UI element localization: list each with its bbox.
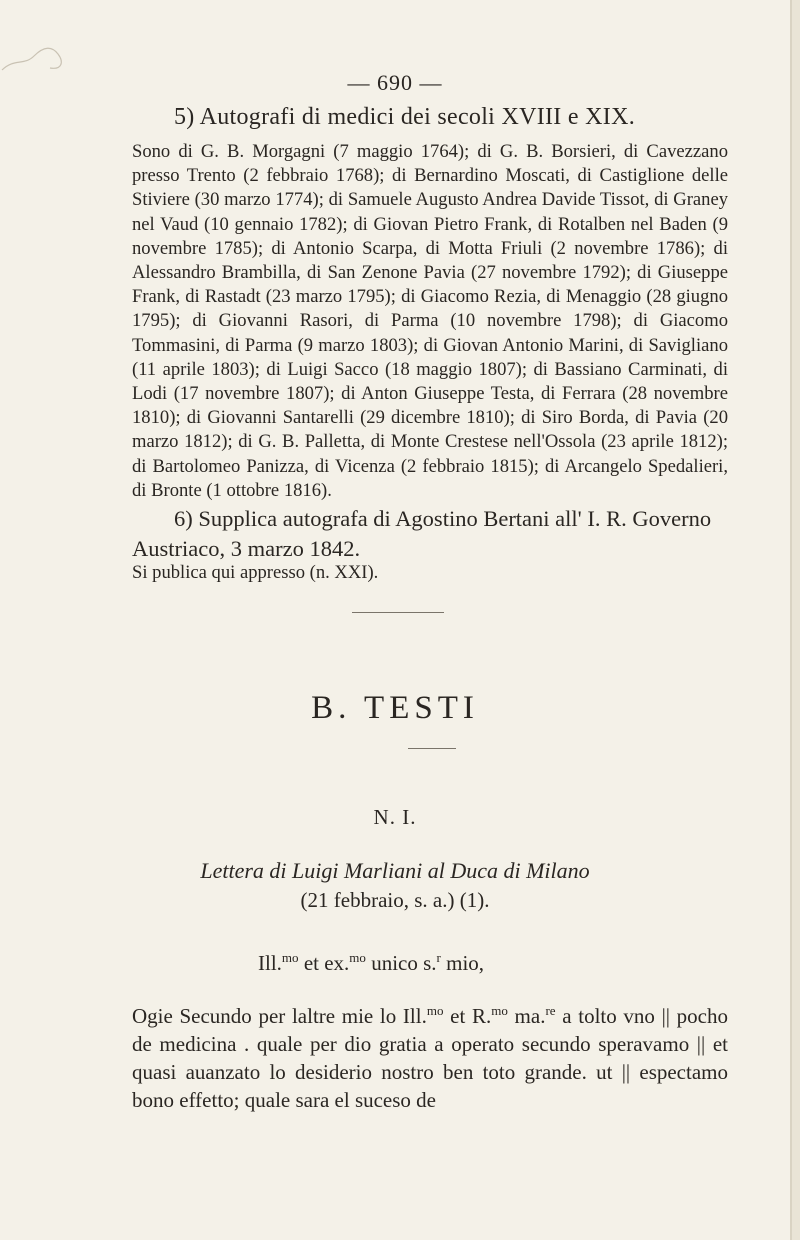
salutation-part: et ex. <box>298 951 350 975</box>
letter-part: a tolto vno || pocho de medicina . quale per dio gratia a operato secundo speravamo || et quasi auanzato lo desiderio nostro ben toto grande. ut || espectamo bono effetto; quale sara el suceso de <box>132 1004 728 1112</box>
item-5-heading: 5) Autografi di medici dei secoli XVIII e XIX. <box>174 104 635 130</box>
item-5-body: Sono di G. B. Morgagni (7 maggio 1764); di G. B. Borsieri, di Cavezzano presso Trento (2 febbraio 1768); di Bernardino Moscati, di Castiglione delle Stiviere (30 marzo 1774); di Samuele Augusto Andrea Davide Tissot, di Graney nel Vaud (10 gennaio 1782); di Giovan Pietro Frank, di Rotalben nel Baden (9 novembre 1785); di Antonio Scarpa, di Motta Friuli (2 novembre 1786); di Alessandro Brambilla, di San Zenone Pavia (27 novembre 1792); di Giuseppe Frank, di Rastadt (23 marzo 1795); di Giacomo Rezia, di Menaggio (28 giugno 1795); di Giovanni Rasori, di Parma (10 novembre 1798); di Giacomo Tommasini, di Parma (9 marzo 1803); di Giovan Antonio Marini, di Savigliano (11 aprile 1803); di Luigi Sacco (18 maggio 1807); di Bassiano Carminati, di Lodi (17 novembre 1807); di Anton Giuseppe Testa, di Ferrara (28 novembre 1810); di Giovanni Santarelli (29 dicembre 1810); di Siro Borda, di Pavia (20 marzo 1812); di G. B. Palletta, di Monte Crestese nell'Ossola (23 aprile 1812); di Bartolomeo Panizza, di Vicenza (2 febbraio 1815); di Arcangelo Spedalieri, di Bronte (1 ottobre 1816). <box>132 141 728 501</box>
salutation-sup: r <box>436 950 441 965</box>
letter-part: Ogie Secundo per laltre mie lo Ill. <box>132 1004 427 1028</box>
letter-part: ma. <box>507 1004 546 1028</box>
salutation-sup: mo <box>349 950 366 965</box>
document-title: Lettera di Luigi Marliani al Duca di Milano <box>200 858 590 883</box>
section-rule <box>408 748 456 749</box>
salutation-part: mio, <box>440 951 485 975</box>
divider-rule <box>352 612 444 613</box>
page-number: — 690 — <box>347 70 443 95</box>
item-6-heading-line1: 6) Supplica autografa di Agostino Bertani all' I. R. Governo <box>174 506 712 531</box>
document-number: N. I. <box>373 805 417 829</box>
document-date: (21 febbraio, s. a.) (1). <box>300 888 490 912</box>
salutation-sup: mo <box>281 950 299 965</box>
letter-sup: mo <box>426 1003 444 1018</box>
letter-text <box>132 1002 728 1114</box>
letter-sup: re <box>545 1003 556 1018</box>
letter-part: et R. <box>443 1004 492 1028</box>
item-6-heading <box>132 504 732 564</box>
salutation-part: unico s. <box>365 951 437 975</box>
item-6-note: Si publica qui appresso (n. XXI). <box>132 562 379 583</box>
letter-salutation <box>258 951 484 976</box>
section-title: B. TESTI <box>311 690 479 726</box>
item-6-heading-line2: Austriaco, 3 marzo 1842. <box>132 536 361 561</box>
salutation-part: Ill. <box>258 951 282 975</box>
letter-sup: mo <box>491 1003 508 1018</box>
